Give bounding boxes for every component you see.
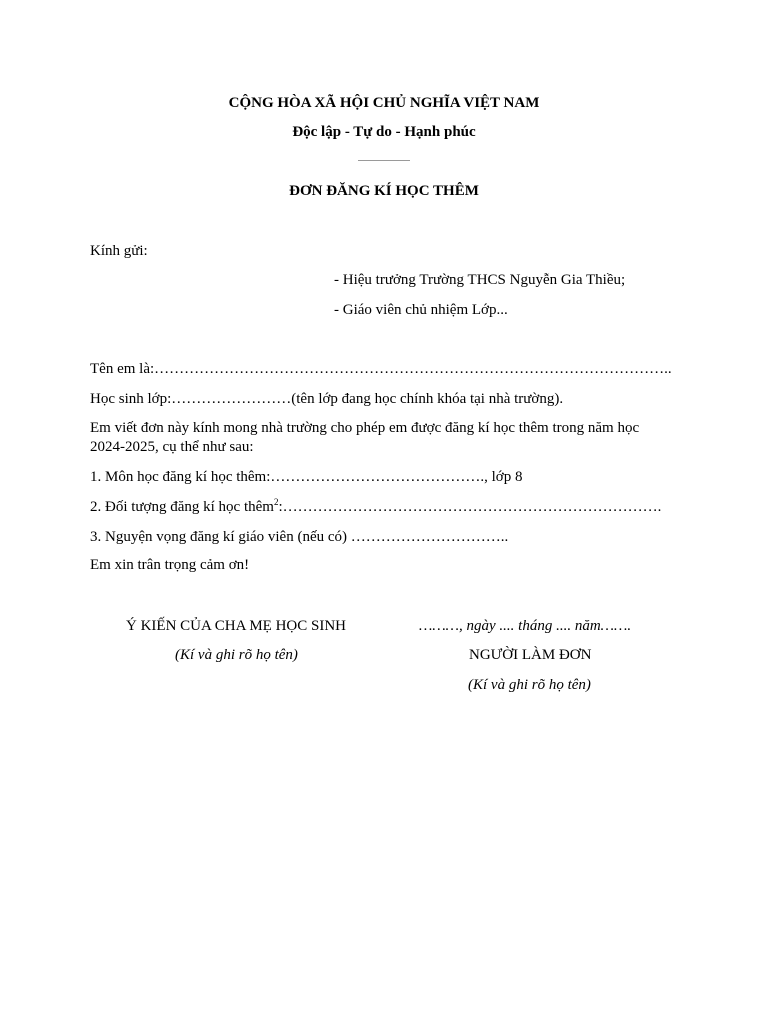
recipient-principal: - Hiệu trưởng Trường THCS Nguyễn Gia Thiều;	[334, 272, 626, 288]
applicant-title: NGƯỜI LÀM ĐƠN	[469, 647, 592, 663]
item-target-group	[90, 498, 661, 516]
item-target-group-dots: :………………………………………………………………….	[278, 499, 662, 515]
footnote-marker: 2	[273, 497, 279, 507]
date-line: ………, ngày .... tháng .... năm…….	[419, 618, 632, 634]
heading-divider	[358, 160, 410, 161]
request-paragraph: Em viết đơn này kính mong nhà trường cho phép em được đăng kí học thêm trong năm học 2024-2025, cụ thể như sau:	[90, 420, 640, 455]
item-teacher-preference: 3. Nguyện vọng đăng kí giáo viên (nếu có) …………………………..	[90, 529, 509, 545]
item-subject: 1. Môn học đăng kí học thêm:……………………………………., lớp 8	[90, 469, 523, 485]
student-class-line: Học sinh lớp:……………………(tên lớp đang học chính khóa tại nhà trường).	[90, 391, 564, 407]
student-name-line: Tên em là:…………………………………………………………………………………………..	[90, 361, 672, 377]
motto-heading: Độc lập - Tự do - Hạnh phúc	[292, 124, 476, 140]
parent-signature-note: (Kí và ghi rõ họ tên)	[175, 647, 298, 663]
greeting-label: Kính gửi:	[90, 243, 148, 259]
parent-opinion-title: Ý KIẾN CỦA CHA MẸ HỌC SINH	[126, 618, 347, 634]
recipient-homeroom-teacher: - Giáo viên chủ nhiệm Lớp...	[334, 302, 508, 318]
item-target-group-label: 2. Đối tượng đăng kí học thêm	[90, 499, 274, 515]
nation-heading: CỘNG HÒA XÃ HỘI CHỦ NGHĨA VIỆT NAM	[228, 95, 540, 111]
applicant-signature-note: (Kí và ghi rõ họ tên)	[468, 677, 591, 693]
document-title: ĐƠN ĐĂNG KÍ HỌC THÊM	[289, 183, 479, 199]
thanks-line: Em xin trân trọng cảm ơn!	[90, 557, 250, 573]
